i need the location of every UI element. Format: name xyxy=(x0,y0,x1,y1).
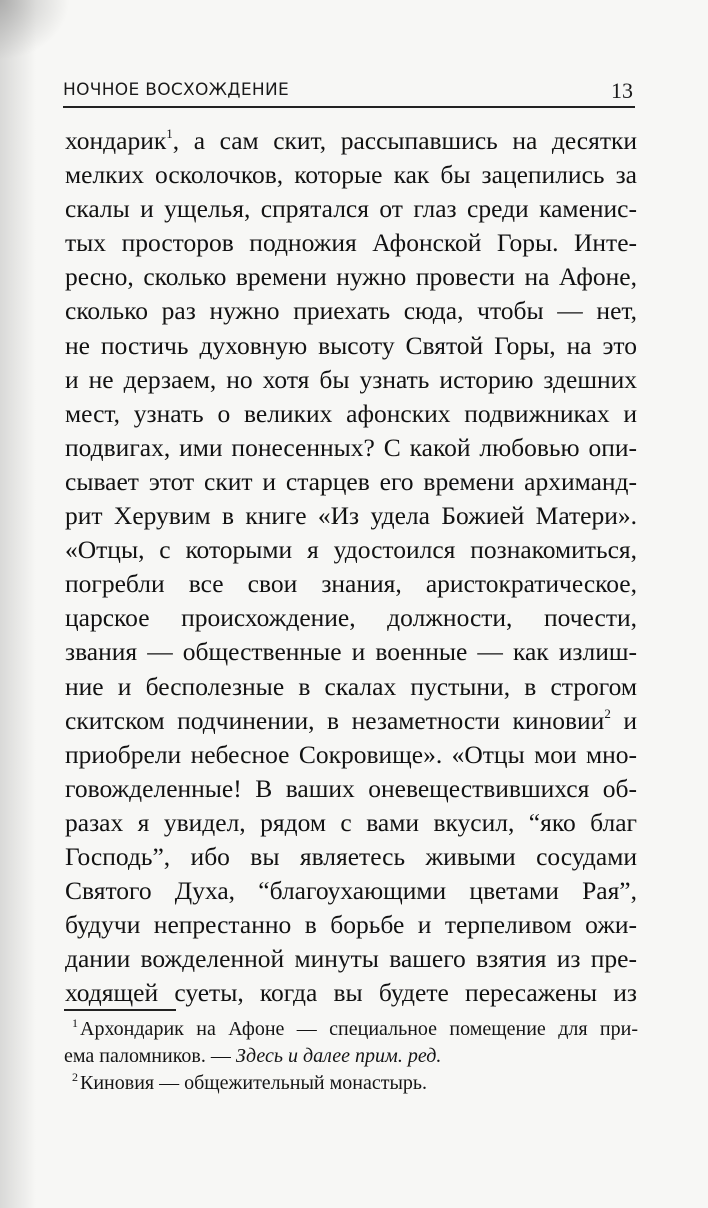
footnote-1: $^1$ Архондарик на Афоне — специальное помещение для при- xyxy=(72,1016,638,1040)
footnote-ref-1: 1 xyxy=(166,126,173,141)
text-line: Господь”, ибо вы являетесь живыми сосудами xyxy=(65,841,637,871)
text-line: ходящей суеты, когда вы будете пересажены из xyxy=(65,978,637,1008)
text-line: подвигах, ими понесенных? С какой любовью опи- xyxy=(65,432,637,462)
body-text xyxy=(65,124,637,1010)
text-line: мест, узнать о великих афонских подвижниках и xyxy=(65,398,637,428)
text-line: ресно, сколько времени нужно провести на Афоне, xyxy=(65,262,637,292)
text-line: дании вожделенной минуты вашего взятия из пре- xyxy=(65,944,637,974)
page-number: 13 xyxy=(611,78,633,103)
text-line: сывает этот скит и старцев его времени архиманд- xyxy=(65,466,637,496)
editor-note: Здесь и далее прим. ред. xyxy=(235,1045,442,1067)
running-head: НОЧНОЕ ВОСХОЖДЕНИЕ xyxy=(63,80,290,100)
text-line: не постичь духовную высоту Святой Горы, на это xyxy=(65,330,637,360)
text-line: скалы и ущелья, спрятался от глаз среди каменис- xyxy=(65,194,637,224)
scan-shadow-left xyxy=(0,0,36,1208)
text-line: звания — общественные и военные — как излиш- xyxy=(65,637,637,667)
scan-shadow-corner xyxy=(0,0,70,60)
text-line: царское происхождение, должности, почести, xyxy=(65,603,637,633)
text-line: Святого Духа, “благоухающими цветами Рая”, xyxy=(65,876,637,906)
text-line: разах я увидел, рядом с вами вкусил, “яко благ xyxy=(65,807,637,837)
text-line: мелких осколочков, которые как бы зацепились за xyxy=(65,160,637,190)
text-line: сколько раз нужно приехать сюда, чтобы — нет, xyxy=(65,296,637,326)
text-line: и не дерзаем, но хотя бы узнать историю здешних xyxy=(65,364,637,394)
footnote-number: 1 xyxy=(72,1016,78,1030)
page-header xyxy=(63,78,635,108)
text-line: ние и бесполезные в скалах пустыни, в строгом xyxy=(65,671,637,701)
text-line: тых просторов подножия Афонской Горы. Инте- xyxy=(65,228,637,258)
text-line: хондарик$^1$, а сам скит, рассыпавшись на десятки xyxy=(65,126,637,155)
text-line: «Отцы, с которыми я удостоился познакомиться, xyxy=(65,535,637,565)
text-line: погребли все свои знания, аристократическое, xyxy=(65,569,637,599)
footnote-rule xyxy=(64,1009,176,1011)
footnote-1-continued: ема паломников. — Здесь и далее прим. ред. xyxy=(64,1045,442,1067)
text-line: приобрели небесное Сокровище». «Отцы мои мно- xyxy=(65,739,637,769)
footnote-ref-2: 2 xyxy=(604,705,611,721)
text-line: скитском подчинении, в незаметности киновии$^2$ и xyxy=(65,705,637,735)
text-line: будучи непрестанно в борьбе и терпеливом ожи- xyxy=(65,910,637,940)
text-line: рит Херувим в книге «Из удела Божией Матери». xyxy=(65,501,637,531)
footnotes xyxy=(64,1016,638,1097)
text-line: говожделенные! В ваших оневеществившихся об- xyxy=(65,773,637,803)
footnote-number: 2 xyxy=(72,1070,78,1084)
footnote-2: $^2$ Киновия — общежительный монастырь. xyxy=(72,1070,428,1094)
header-rule xyxy=(63,106,635,108)
